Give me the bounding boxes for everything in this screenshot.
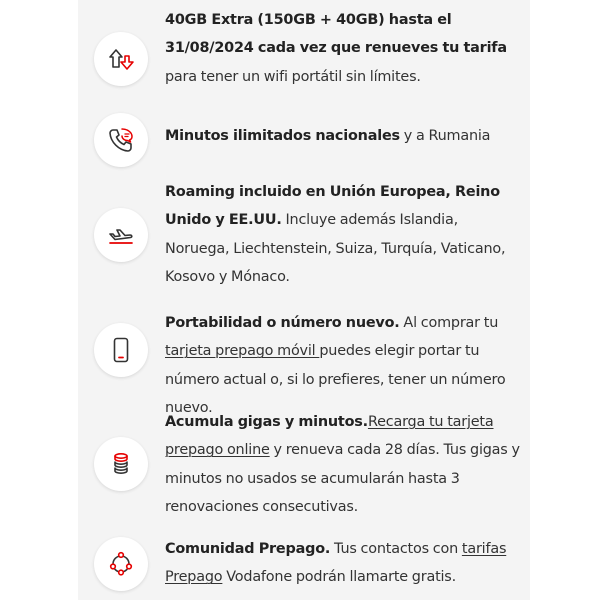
- feature-highlight: Minutos ilimitados nacionales: [165, 128, 400, 144]
- feature-text: [165, 309, 523, 423]
- smartphone-icon: [94, 323, 148, 377]
- airplane-icon: [94, 208, 148, 262]
- feature-description: y a Rumania: [399, 128, 491, 144]
- coins-stack-icon: [94, 437, 148, 491]
- feature-description: Vodafone podrán llamarte gratis.: [222, 569, 456, 586]
- feature-text: [165, 6, 523, 91]
- feature-description: Incluye además Islandia, Noruega, Liechtenstein, Suiza, Turquía, Vaticano, Kosovo y Mónaco.: [165, 212, 506, 286]
- feature-description: Al comprar tu: [399, 315, 499, 331]
- feature-highlight: Comunidad Prepago.: [165, 541, 331, 557]
- feature-text: [165, 535, 523, 592]
- feature-description: para tener un wifi portátil sin límites.: [165, 68, 421, 85]
- feature-text: [165, 408, 523, 522]
- feature-text: [165, 178, 523, 292]
- feature-description: Tus contactos con: [330, 541, 462, 557]
- feature-text: [165, 122, 523, 150]
- prepaid-plans-link[interactable]: tarifas Prepago: [165, 541, 507, 586]
- feature-description: puedes elegir portar tu número actual o, si lo prefieres, tener un número nuevo.: [165, 343, 506, 417]
- feature-highlight: Roaming incluido en Unión Europea, Reino Unido y EE.UU.: [165, 184, 500, 229]
- data-upgrade-icon: [94, 32, 148, 86]
- prepaid-card-link[interactable]: tarjeta prepago móvil: [165, 343, 320, 360]
- feature-highlight: Portabilidad o número nuevo.: [165, 315, 400, 331]
- feature-highlight: 40GB Extra (150GB + 40GB) hasta el 31/08/2024 cada vez que renueves tu tarifa: [165, 12, 507, 57]
- phone-call-icon: [94, 113, 148, 167]
- community-network-icon: [94, 537, 148, 591]
- feature-description: y renueva cada 28 días. Tus gigas y minutos no usados se acumularán hasta 3 renovaciones consecutivas.: [165, 442, 520, 516]
- top-up-online-link[interactable]: Recarga tu tarjeta prepago online: [165, 414, 494, 459]
- feature-highlight: Acumula gigas y minutos.: [165, 414, 368, 430]
